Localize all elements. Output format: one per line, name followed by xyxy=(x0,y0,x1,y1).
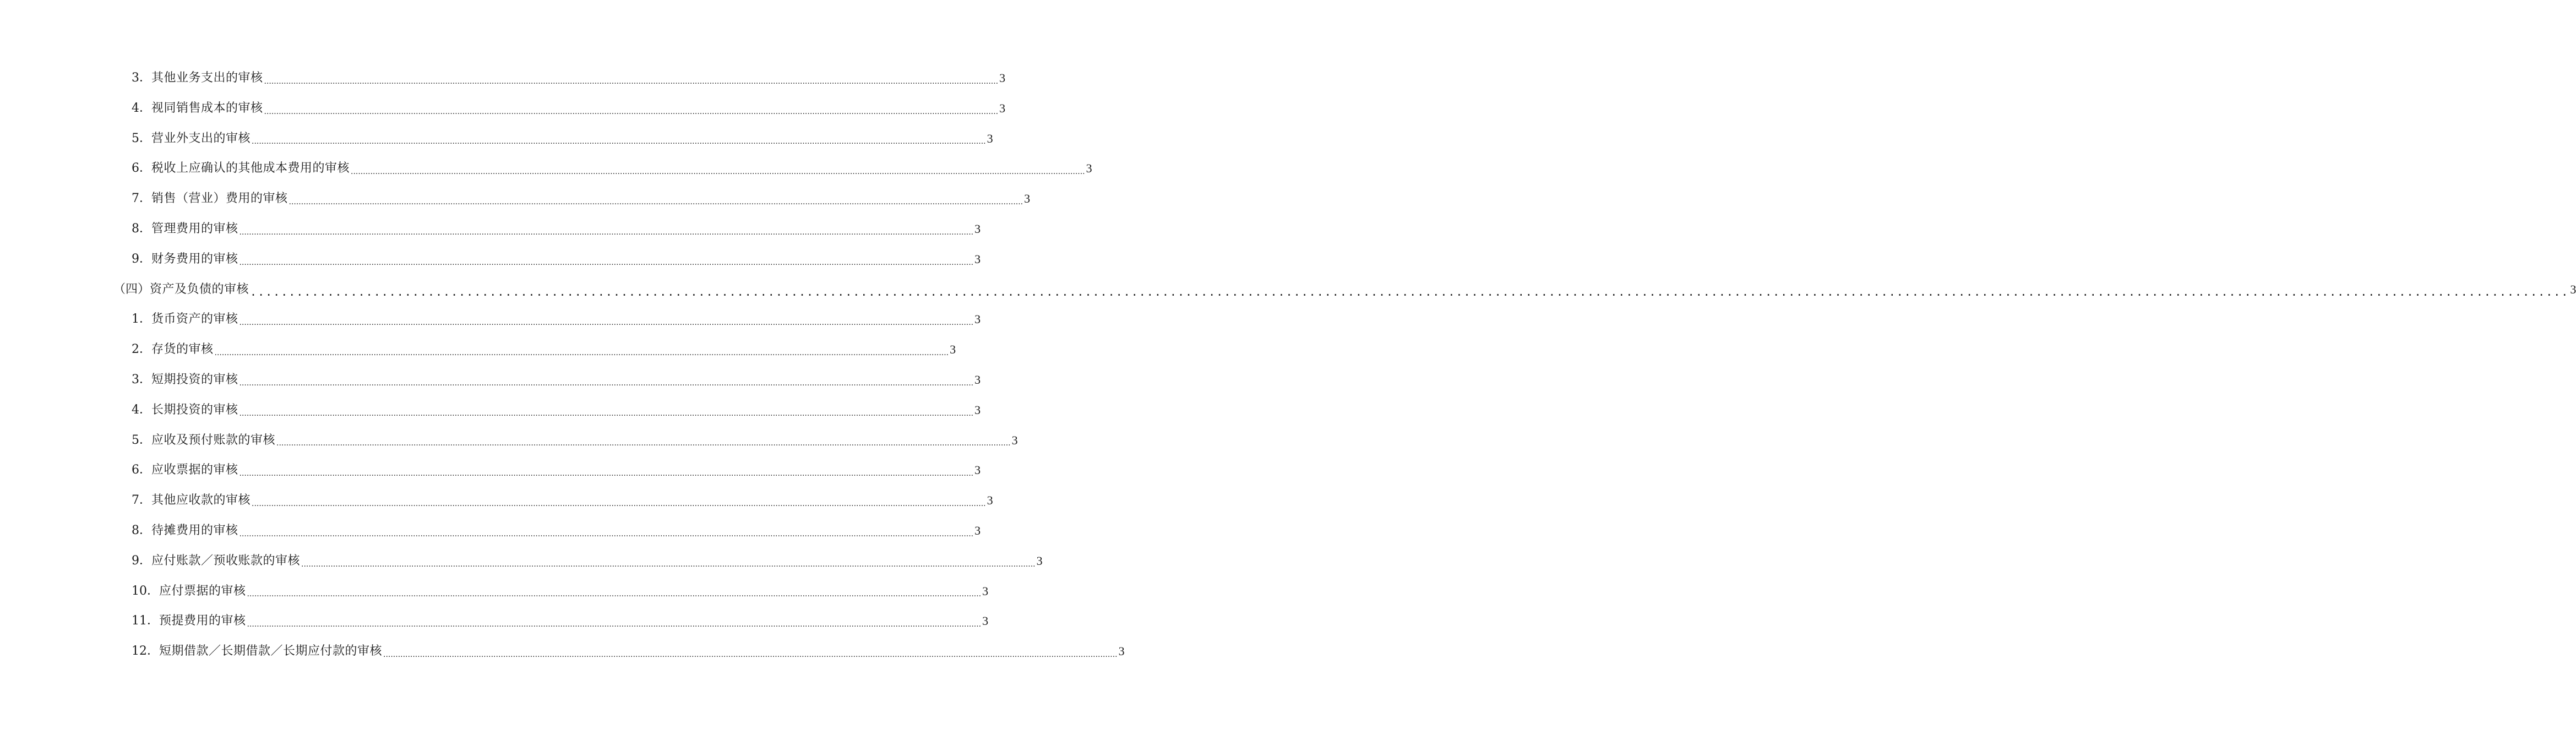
toc-entry-title: 存货的审核 xyxy=(151,342,214,357)
toc-entry-title: 应付票据的审核 xyxy=(159,584,246,598)
table-of-contents xyxy=(0,63,2576,667)
toc-dot-leader: ............................................................................................................................................................................................................................................................................................................ xyxy=(239,257,974,267)
toc-entry-number: （四） xyxy=(113,282,150,296)
toc-entry[interactable] xyxy=(0,365,981,395)
toc-entry-title: 应付账款／预收账款的审核 xyxy=(151,553,301,568)
toc-entry-title: 应收及预付账款的审核 xyxy=(151,433,276,447)
toc-entry-page-number: 3 xyxy=(1118,644,1125,659)
toc-dot-leader: ............................................................................................................................................................................................................................................................................................................ xyxy=(239,318,974,328)
toc-entry[interactable] xyxy=(0,94,1006,124)
toc-entry-page-number: 3 xyxy=(974,252,981,266)
toc-entry-page-number: 3 xyxy=(999,101,1006,115)
toc-dot-leader: ............................................................................................................................................................................................................................................................................................................ xyxy=(288,197,1023,206)
toc-entry-number: 10． xyxy=(132,584,159,598)
toc-dot-leader: ............................................................................................................................................................................................................................................................................................................ xyxy=(247,589,982,599)
toc-entry-number: 12． xyxy=(132,644,159,659)
toc-entry-page-number: 3 xyxy=(974,402,981,417)
toc-entry-page-number: 3 xyxy=(982,584,989,598)
toc-entry[interactable] xyxy=(0,63,1006,94)
toc-entry-number: 8． xyxy=(132,221,151,236)
toc-entry-title: 其他应收款的审核 xyxy=(151,493,251,508)
toc-entry-title: 短期借款／长期借款／长期应付款的审核 xyxy=(159,644,383,659)
toc-entry-number: 9． xyxy=(132,252,151,266)
toc-entry[interactable] xyxy=(0,606,989,636)
toc-dot-leader: ............................................................................................................................................................................................................................................................................................................ xyxy=(250,285,2569,299)
toc-entry[interactable] xyxy=(0,546,1043,576)
toc-entry-page-number: 3 xyxy=(1024,192,1031,206)
toc-entry[interactable] xyxy=(0,304,981,335)
toc-dot-leader: ............................................................................................................................................................................................................................................................................................................ xyxy=(264,76,999,86)
toc-entry-number: 11． xyxy=(132,614,159,628)
toc-dot-leader: ............................................................................................................................................................................................................................................................................................................ xyxy=(351,167,1085,177)
toc-entry[interactable] xyxy=(0,636,1125,667)
toc-entry-page-number: 3 xyxy=(2570,282,2576,296)
toc-entry-page-number: 3 xyxy=(974,463,981,477)
toc-entry-number: 6． xyxy=(132,161,151,176)
toc-dot-leader: ............................................................................................................................................................................................................................................................................................................ xyxy=(239,529,974,538)
toc-entry-page-number: 3 xyxy=(987,493,993,508)
toc-entry-title: 税收上应确认的其他成本费用的审核 xyxy=(151,161,350,176)
toc-dot-leader: ............................................................................................................................................................................................................................................................................................................ xyxy=(214,347,949,357)
toc-entry-number: 7． xyxy=(132,192,151,206)
toc-entry-page-number: 3 xyxy=(974,372,981,387)
toc-dot-leader: ............................................................................................................................................................................................................................................................................................................ xyxy=(247,619,982,629)
toc-dot-leader: ............................................................................................................................................................................................................................................................................................................ xyxy=(383,649,1118,659)
toc-entry-number: 7． xyxy=(132,493,151,508)
toc-entry-title: 其他业务支出的审核 xyxy=(151,71,263,85)
toc-entry-title: 视同销售成本的审核 xyxy=(151,101,263,115)
toc-entry[interactable] xyxy=(0,516,981,546)
toc-entry-number: 9． xyxy=(132,553,151,568)
toc-entry-title: 资产及负债的审核 xyxy=(150,282,249,296)
toc-entry-page-number: 3 xyxy=(974,221,981,236)
toc-dot-leader: ............................................................................................................................................................................................................................................................................................................ xyxy=(301,559,1036,569)
toc-dot-leader: ............................................................................................................................................................................................................................................................................................................ xyxy=(276,438,1011,448)
toc-entry-page-number: 3 xyxy=(1036,553,1043,568)
toc-entry[interactable] xyxy=(0,275,2576,305)
toc-entry-number: 4． xyxy=(132,101,151,115)
toc-entry[interactable] xyxy=(0,455,981,486)
toc-entry[interactable] xyxy=(0,426,1018,456)
toc-entry-page-number: 3 xyxy=(987,131,993,145)
toc-entry-number: 5． xyxy=(132,131,151,145)
toc-entry[interactable] xyxy=(0,335,956,365)
toc-entry-title: 长期投资的审核 xyxy=(151,402,238,417)
toc-entry-number: 2． xyxy=(132,342,151,357)
toc-entry-number: 3． xyxy=(132,71,151,85)
toc-entry[interactable] xyxy=(0,184,1031,214)
toc-entry-page-number: 3 xyxy=(999,71,1006,85)
toc-entry-title: 营业外支出的审核 xyxy=(151,131,251,145)
toc-entry-title: 管理费用的审核 xyxy=(151,221,238,236)
toc-entry-number: 3． xyxy=(132,372,151,387)
toc-entry-page-number: 3 xyxy=(974,312,981,327)
toc-entry-number: 4． xyxy=(132,402,151,417)
toc-dot-leader: ............................................................................................................................................................................................................................................................................................................ xyxy=(252,498,986,508)
toc-entry-page-number: 3 xyxy=(950,342,956,357)
toc-entry[interactable] xyxy=(0,214,981,244)
toc-dot-leader: ............................................................................................................................................................................................................................................................................................................ xyxy=(239,227,974,237)
toc-dot-leader: ............................................................................................................................................................................................................................................................................................................ xyxy=(264,106,999,116)
toc-entry-title: 预提费用的审核 xyxy=(159,614,246,628)
toc-entry-page-number: 3 xyxy=(982,614,989,628)
toc-dot-leader: ............................................................................................................................................................................................................................................................................................................ xyxy=(239,469,974,478)
toc-entry-title: 货币资产的审核 xyxy=(151,312,238,327)
toc-entry[interactable] xyxy=(0,154,1092,184)
toc-entry-page-number: 3 xyxy=(1086,161,1092,176)
toc-entry[interactable] xyxy=(0,486,993,516)
toc-entry[interactable] xyxy=(0,395,981,426)
toc-entry[interactable] xyxy=(0,124,993,154)
toc-entry-number: 5． xyxy=(132,433,151,447)
toc-entry-title: 待摊费用的审核 xyxy=(151,523,238,537)
toc-entry[interactable] xyxy=(0,244,981,275)
toc-entry-number: 6． xyxy=(132,463,151,477)
toc-entry-title: 应收票据的审核 xyxy=(151,463,238,477)
toc-dot-leader: ............................................................................................................................................................................................................................................................................................................ xyxy=(252,137,986,146)
toc-dot-leader: ............................................................................................................................................................................................................................................................................................................ xyxy=(239,378,974,388)
toc-entry-page-number: 3 xyxy=(974,523,981,537)
toc-entry-number: 8． xyxy=(132,523,151,537)
toc-entry-title: 财务费用的审核 xyxy=(151,252,238,266)
toc-dot-leader: ............................................................................................................................................................................................................................................................................................................ xyxy=(239,408,974,418)
toc-entry-number: 1． xyxy=(132,312,151,327)
toc-entry-title: 短期投资的审核 xyxy=(151,372,238,387)
toc-entry[interactable] xyxy=(0,576,989,607)
toc-entry-page-number: 3 xyxy=(1011,433,1018,447)
toc-entry-title: 销售（营业）费用的审核 xyxy=(151,192,288,206)
